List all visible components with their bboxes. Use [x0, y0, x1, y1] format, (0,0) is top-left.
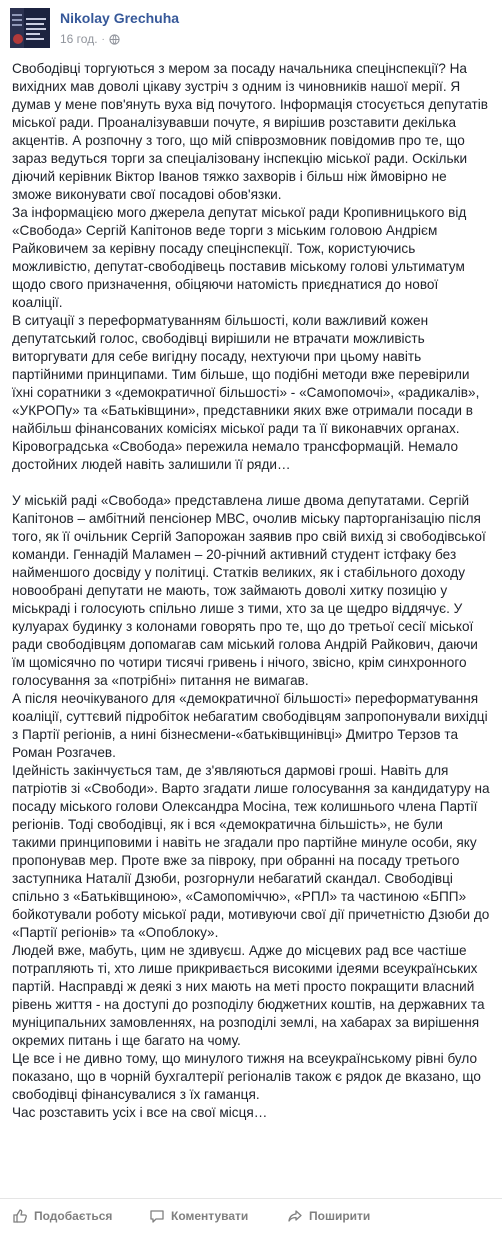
share-icon: [287, 1208, 303, 1224]
comment-label: Коментувати: [171, 1209, 249, 1223]
post-paragraph: В ситуації з переформатуванням більшості, коли важливий кожен депутатський голос, свободівці вирішили не втрачати можливість виторгувати для себе вигідну посаду, нехтуючи при цьому навіть партійними принципами. Тим більше, що подібні методи вже перевірили їхні соратники з «демократичної більшості» - «Самопомочі», «радикалів», «УКРОПу» та «Батьківщини», представники яких вже отримали посади в найбільш фінансованих комісіях міської ради та її виконавчих органах.: [12, 313, 480, 436]
like-button[interactable]: [12, 1208, 112, 1224]
share-button[interactable]: [287, 1208, 370, 1224]
paragraph-gap: [12, 474, 490, 492]
post-actions: [0, 1198, 502, 1233]
like-label: Подобається: [34, 1209, 113, 1223]
comment-icon: [149, 1208, 165, 1224]
post-paragraph: Кіровоградська «Свобода» пережила немало трансформацій. Немало достойних людей навіть залишили її ряди…: [12, 439, 459, 472]
post-paragraph: Свободівці торгуються з мером за посаду начальника спецінспекції? На вихідних мав доволі цікаву зустріч з одним із чиновників нашої мерії. Я думав у мене пов'януть вуха від почутого. Інформація стосується депутатів міської ради. Проаналізувавши почуте, я вирішив розставити декілька акцентів. А розпочну з того, що мій співрозмовник повідомив про те, що зараз ведуться торги за спеціалізовану інспекцію міської ради. Оскільки діючий керівник Віктор Іванов тяжко захворів і більш ніж ймовірно не зможе виконувати свої посадові обов'язки.: [12, 61, 488, 202]
comment-button[interactable]: [149, 1208, 248, 1224]
share-label: Поширити: [309, 1209, 371, 1223]
post-time[interactable]: 16 год.: [60, 32, 98, 46]
post-paragraph: У міській раді «Свобода» представлена лише двома депутатами. Сергій Капітонов – амбітний пенсіонер МВС, очолив міську парторганізацію після того, як її очільник Сергій Запорожан заявив про свій вихід зі свободівської команди. Геннадій Маламен – 20-річний активний студент істфаку без найменшого досвіду у політиці. Статків великих, як і стабільного доходу новообрані депутати не мають, тож займають доволі хитку позицію у міськраді і голосують спільно лише з тими, хто за це щедро віддячує. У кулуарах будинку з колонами говорять про те, що до третьої сесії міської ради свободівцям допомагав сам міський голова Андрій Райкович, даючи їм щомісячно по чотири тисячі гривень і нічого, звісно, крім синхронного голосування за «потрібні» питання не вимагав.: [12, 493, 486, 688]
avatar[interactable]: [10, 8, 50, 48]
post-paragraph: Час розставить усіх і все на свої місця…: [12, 1105, 268, 1120]
post-paragraph: Людей вже, мабуть, цим не здивуєш. Адже до місцевих рад все частіше потрапляють ті, хто лише прикривається високими ідеями всеукраїнських партій. Насправді ж деякі з них мають на меті просто покращити власний рівень життя - на доступі до розподілу бюджетних коштів, на державних та муніципальних замовленнях, на розподілі землі, на хабарах за вирішення окремих питань і ще багато на чому.: [12, 943, 485, 1048]
post-header: [0, 0, 502, 60]
post-paragraph: А після неочікуваного для «демократичної більшості» переформатування коаліції, суттєвий підробіток небагатим свободівцям запропонували вихідці з Партії регіонів, а нині бізнесмени-«батьківщинівці» Дмитро Терзов та Роман Розгачев.: [12, 691, 488, 760]
post-paragraph: Це все і не дивно тому, що минулого тижня на всеукраїнському рівні було показано, що в чорній бухгалтерії регіоналів також є рядок де вказано, що свободівці фінансувалися з їх гаманця.: [12, 1051, 481, 1102]
meta-separator: ·: [101, 33, 105, 45]
thumbs-up-icon: [12, 1208, 28, 1224]
post-meta: [60, 32, 120, 46]
post-body: [12, 60, 490, 1122]
post-paragraph: Ідейність закінчується там, де з'являються дармові гроші. Навіть для патріотів зі «Свободи». Варто згадати лише голосування за кандидатуру на посаду міського голови Олександра Мосіна, теж колишнього члена Партії регіонів. Тоді свободівці, як і вся «демократична більшість», не були такими принциповими і навіть не згадали про партійне минуле особи, яку пропонував мер. Проте вже за півроку, при обранні на посаду третього заступника Наталії Дзюби, розгорнули небагатий скандал. Свободівці спільно з «Батьківщиною», «Самопоміччю», «РПЛ» та частиною «БПП» бойкотували роботу міської ради, мотивуючи свої дії причетністю Дзюби до «Партії регіонів» та «Опоблоку».: [12, 763, 490, 940]
author-name[interactable]: Nikolay Grechuha: [60, 10, 180, 26]
globe-icon[interactable]: [109, 34, 120, 45]
post-paragraph: За інформацією мого джерела депутат міської ради Кропивницького від «Свобода» Сергій Капітонов веде торги з міським головою Андрієм Райковичем за керівну посаду спецінспекції. Тож, користуючись можливістю, депутат-свободівець поставив міському голові ультиматум щодо свого призначення, обіцяючи натомість приєднатися до нової коаліції.: [12, 205, 467, 310]
